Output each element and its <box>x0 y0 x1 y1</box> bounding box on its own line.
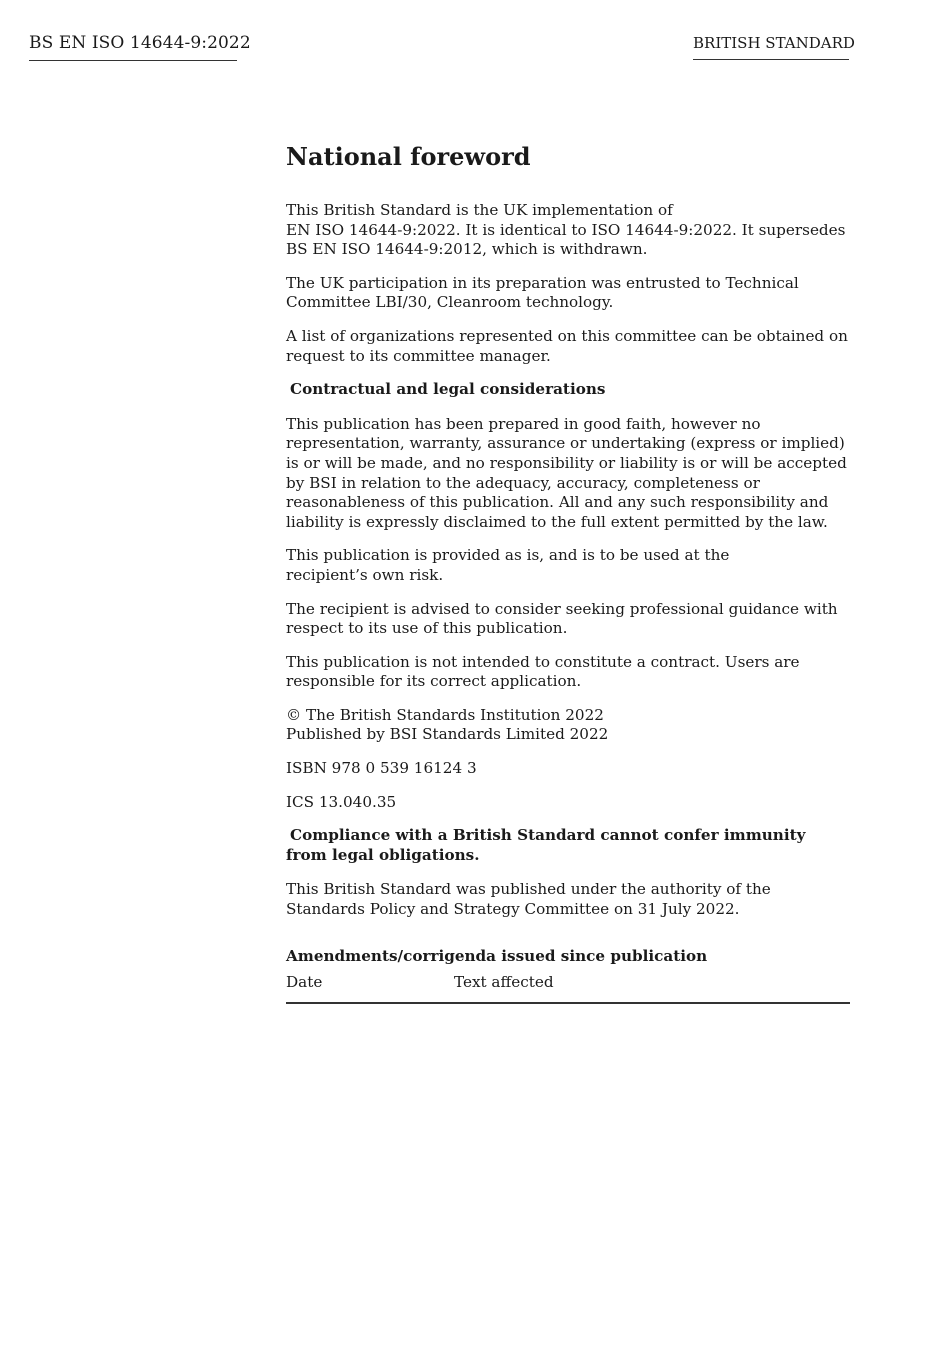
implementation-line-1: This British Standard is the UK implementation of <box>286 201 673 219</box>
good-faith-paragraph: This publication has been prepared in good faith, however no representation, warranty, assurance or undertaking (express or implied) is or will be made, and no responsibility or liability is or will be accepted by BSI in relation to the adequacy, accuracy, completeness or reasonableness of this publication. All and any such responsibility and liability is expressly disclaimed to the full extent permitted by the law. <box>286 414 847 531</box>
committee-paragraph: A list of organizations represented on this committee can be obtained on request to its committee manager. <box>286 326 848 365</box>
page-title: National foreword <box>286 142 531 171</box>
as-is-line-2: recipient’s own risk. <box>286 565 444 584</box>
contractual-heading: Contractual and legal considerations <box>290 380 606 399</box>
contract-paragraph: This publication is not intended to constitute a contract. Users are responsible for its correct application. <box>286 652 800 691</box>
implementation-paragraph <box>286 201 850 260</box>
as-is-line-1: This publication is provided as is, and is to be used at the <box>286 546 730 565</box>
compliance-note-text: Compliance with a British Standard cannot confer immunity from legal obligations. <box>286 826 806 864</box>
implementation-line-3: BS EN ISO 14644-9:2012, which is withdrawn. <box>286 240 648 259</box>
amendments-text-column: Text affected <box>454 972 554 991</box>
guidance-paragraph: The recipient is advised to consider seeking professional guidance with respect to its use of this publication. <box>286 599 838 638</box>
as-is-paragraph <box>286 546 850 585</box>
isbn: ISBN 978 0 539 16124 3 <box>286 759 477 778</box>
publication-info <box>286 706 850 745</box>
implementation-line-2: EN ISO 14644-9:2022. It is identical to ISO 14644-9:2022. It supersedes <box>286 220 846 239</box>
amendments-table-header <box>286 972 850 1004</box>
authority-line-2: Standards Policy and Strategy Committee on 31 July 2022. <box>286 900 740 919</box>
compliance-note <box>286 826 850 865</box>
amendments-date-column: Date <box>286 972 323 991</box>
authority-line-1: This British Standard was published under the authority of the <box>286 880 771 899</box>
copyright-line: © The British Standards Institution 2022 <box>286 705 604 724</box>
participation-paragraph: The UK participation in its preparation was entrusted to Technical Committee LBI/30, Cleanroom technology. <box>286 273 799 312</box>
amendments-title: Amendments/corrigenda issued since publication <box>286 946 708 965</box>
ics: ICS 13.040.35 <box>286 792 397 811</box>
document-number: BS EN ISO 14644-9:2022 <box>29 33 237 61</box>
document-type: BRITISH STANDARD <box>693 33 849 60</box>
national-foreword <box>286 140 850 1004</box>
publisher-line: Published by BSI Standards Limited 2022 <box>286 725 609 744</box>
authority-paragraph <box>286 880 850 919</box>
